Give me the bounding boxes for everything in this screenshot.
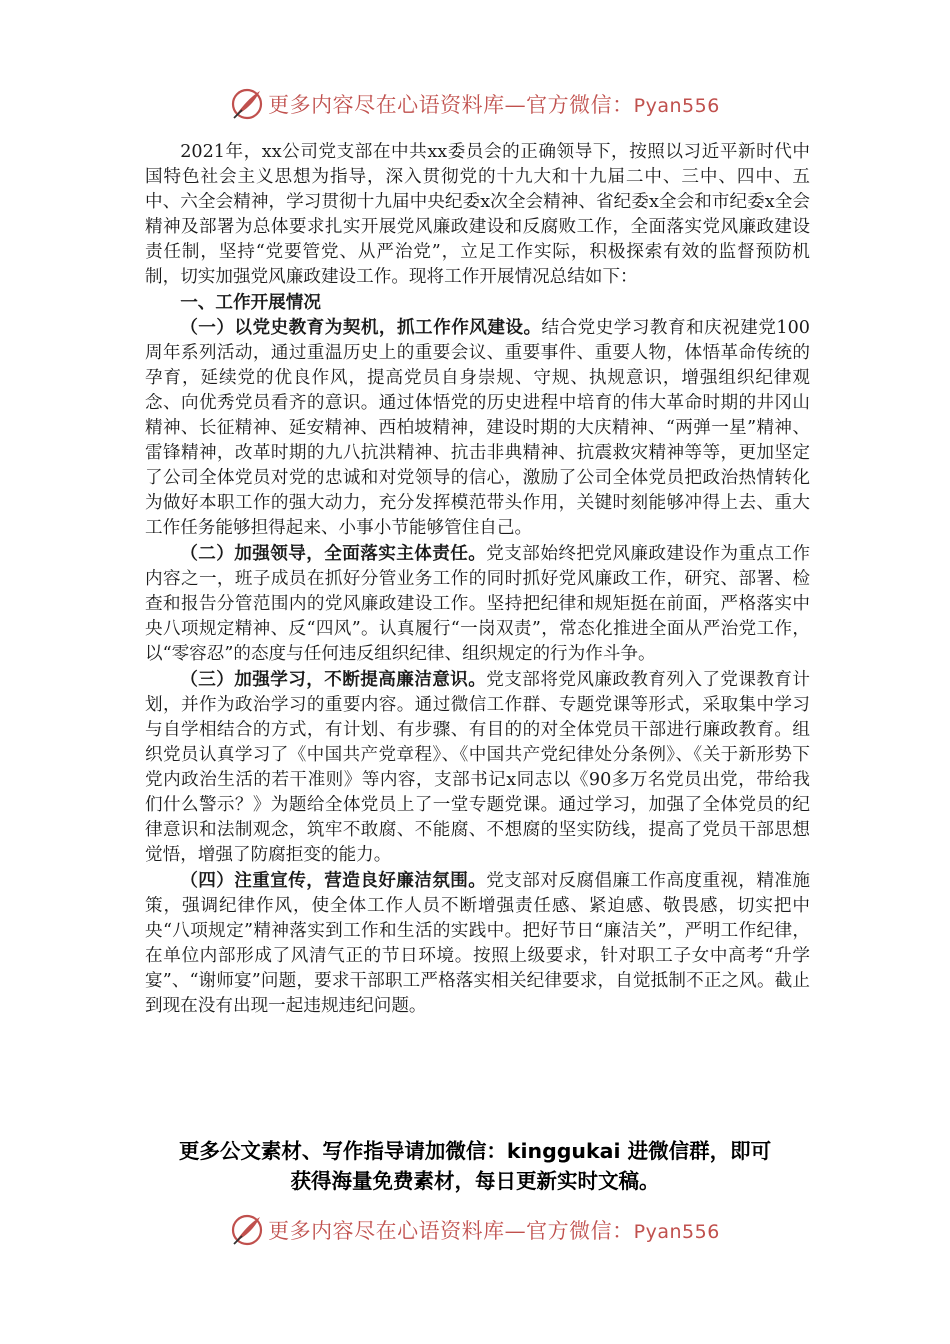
paragraph-3 <box>145 667 810 868</box>
paragraph-4 <box>145 868 810 1019</box>
quill-logo-icon <box>230 87 264 121</box>
section-title: 一、工作开展情况 <box>180 292 321 313</box>
paragraph-body: 党支部将党风廉政教育列入了党课教育计划，并作为政治学习的重要内容。通过微信工作群、专题党课等形式，采取集中学习与自学相结合的方式，有计划、有步骤、有目的的对全体党员干部进行廉政教育。组织党员认真学习了《中国共产党章程》、《中国共产党纪律处分条例》、《关于新形势下党内政治生活的若干准则》等内容，支部书记x同志以《90多万名党员出党，带给我们什么警示？》为题给全体党员上了一堂专题党课。通过学习，加强了全体党员的纪律意识和法制观念，筑牢不敢腐、不能腐、不想腐的坚实防线，提高了党员干部思想觉悟，增强了防腐拒变的能力。 <box>145 670 810 865</box>
paragraph-body: 党支部对反腐倡廉工作高度重视，精准施策，强调纪律作风，使全体工作人员不断增强责任感、紧迫感、敬畏感，切实把中央“八项规定”精神落实到工作和生活的实践中。把好节日“廉洁关”，严明工作纪律，在单位内部形成了风清气正的节日环境。按照上级要求，针对职工子女中高考“升学宴”、“谢师宴”问题，要求干部职工严格落实相关纪律要求，自觉抵制不正之风。截止到现在没有出现一起违规违纪问题。 <box>145 871 810 1016</box>
promo-line-1: 更多公文素材、写作指导请加微信：kinggukai 进微信群，即可 <box>178 1139 772 1163</box>
document-body <box>145 140 810 1019</box>
paragraph-2 <box>145 541 810 667</box>
header-banner-text: 更多内容尽在心语资料库—官方微信：Pyan556 <box>268 93 720 117</box>
footer-banner <box>0 1210 950 1250</box>
paragraph-heading: （四）注重宣传，营造良好廉洁氛围。 <box>180 870 487 891</box>
paragraph-heading: （一）以党史教育为契机，抓工作作风建设。 <box>180 317 542 338</box>
paragraph-1 <box>145 315 810 541</box>
paragraph-heading: （三）加强学习，不断提高廉洁意识。 <box>180 669 487 690</box>
paragraph-body: 党支部始终把党风廉政建设作为重点工作内容之一，班子成员在抓好分管业务工作的同时抓好党风廉政工作，研究、部署、检查和报告分管范围内的党风廉政建设工作。坚持把纪律和规矩挺在前面，严格落实中央八项规定精神、反“四风”。认真履行“一岗双责”，常态化推进全面从严治党工作，以“零容忍”的态度与任何违反组织纪律、组织规定的行为作斗争。 <box>145 544 810 664</box>
intro-paragraph: 2021年，xx公司党支部在中共xx委员会的正确领导下，按照以习近平新时代中国特色社会主义思想为指导，深入贯彻党的十九大和十九届二中、三中、四中、五中、六全会精神，学习贯彻十九届中央纪委x次全会精神、省纪委x全会和市纪委x全会精神及部署为总体要求扎实开展党风廉政建设和反腐败工作，全面落实党风廉政建设责任制，坚持“党要管党、从严治党”，立足工作实际，积极探索有效的监督预防机制，切实加强党风廉政建设工作。现将工作开展情况总结如下： <box>145 142 810 287</box>
quill-logo-icon <box>230 1213 264 1247</box>
header-banner <box>0 84 950 124</box>
footer-wechat-id: Pyan556 <box>633 1221 720 1243</box>
footer-banner-text: 更多内容尽在心语资料库—官方微信：Pyan556 <box>268 1219 720 1243</box>
promo-notice <box>100 1136 850 1196</box>
paragraph-body: 结合党史学习教育和庆祝建党100周年系列活动，通过重温历史上的重要会议、重要事件、重要人物，体悟革命传统的孕育，延续党的优良作风，提高党员自身崇规、守规、执规意识，增强组织纪律观念、向优秀党员看齐的意识。通过体悟党的历史进程中培育的伟大革命时期的井冈山精神、长征精神、延安精神、西柏坡精神，建设时期的大庆精神、“两弹一星”精神、雷锋精神，改革时期的九八抗洪精神、抗击非典精神、抗震救灾精神等等，更加坚定了公司全体党员对党的忠诚和对党领导的信心，激励了公司全体党员把政治热情转化为做好本职工作的强大动力，充分发挥模范带头作用，关键时刻能够冲得上去、重大工作任务能够担得起来、小事小节能够管住自己。 <box>145 318 810 538</box>
header-wechat-id: Pyan556 <box>633 95 720 117</box>
promo-line-2: 获得海量免费素材，每日更新实时文稿。 <box>290 1169 660 1193</box>
paragraph-heading: （二）加强领导，全面落实主体责任。 <box>180 543 487 564</box>
